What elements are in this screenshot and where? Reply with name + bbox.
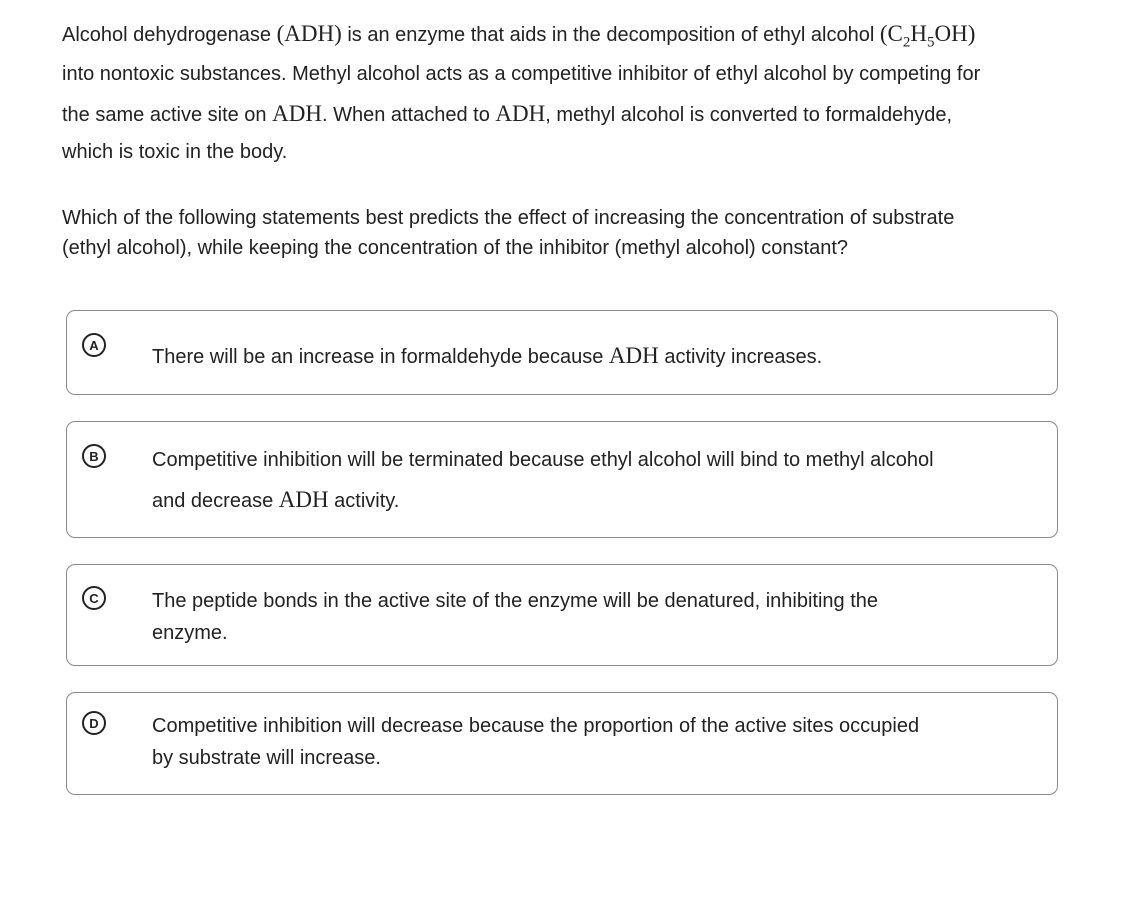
choice-line: The peptide bonds in the active site of the enzyme will be denatured, inhibiting the [152,590,879,612]
adh-term: (ADH) [276,21,342,46]
question-line: (ethyl alcohol), while keeping the concentration of the inhibitor (methyl alcohol) constant? [62,237,848,259]
choice-letter-circle-icon: A [82,333,106,357]
question-prompt [62,203,1072,263]
formula-subscript: 5 [926,34,935,51]
adh-term: ADH [278,487,329,512]
choice-line [152,341,822,372]
passage-text: Alcohol dehydrogenase [62,24,277,46]
passage-line [62,94,1072,135]
choice-line: Competitive inhibition will be terminated because ethyl alcohol will bind to methyl alcohol [152,449,934,471]
answer-choice-d[interactable] [66,692,1058,795]
choice-text-part: and decrease [152,490,279,512]
choice-line: Competitive inhibition will decrease because the proportion of the active sites occupied [152,715,920,737]
choice-text [152,440,934,521]
choice-line [152,480,934,521]
choice-text [152,585,878,649]
adh-term: ADH [495,101,546,126]
choice-text-part: There will be an increase in formaldehyde because [152,346,609,368]
formula-part: (C [879,21,903,46]
choice-letter-circle-icon: C [82,586,106,610]
passage-text: the same active site on [62,104,273,126]
passage-text: , methyl alcohol is converted to formaldehyde, [545,104,953,126]
adh-term: ADH [608,343,659,368]
passage-line [62,14,1072,55]
adh-term: ADH [272,101,322,126]
choice-line: enzyme. [152,622,228,644]
question-line: Which of the following statements best predicts the effect of increasing the concentration of substrate [62,207,955,229]
answer-choice-c[interactable] [66,564,1058,666]
choice-text-part: activity increases. [658,346,823,368]
passage-line: which is toxic in the body. [62,141,288,163]
passage-line: into nontoxic substances. Methyl alcohol acts as a competitive inhibitor of ethyl alcohol by competing for [62,63,981,85]
choice-text [152,341,822,372]
formula-part: OH) [934,21,976,46]
answer-choice-a[interactable] [66,310,1058,395]
ethanol-formula [879,21,976,51]
choice-letter-circle-icon: D [82,711,106,735]
formula-part: H [910,21,927,46]
answer-choice-b[interactable] [66,421,1058,538]
choice-letter-circle-icon: B [82,444,106,468]
choice-text [152,710,919,774]
choice-line: by substrate will increase. [152,747,381,769]
passage-text: is an enzyme that aids in the decomposition of ethyl alcohol [341,24,880,46]
passage-text: . When attached to [321,104,496,126]
formula-subscript: 2 [902,34,911,51]
choice-text-part: activity. [328,490,400,512]
question-passage [62,14,1072,169]
